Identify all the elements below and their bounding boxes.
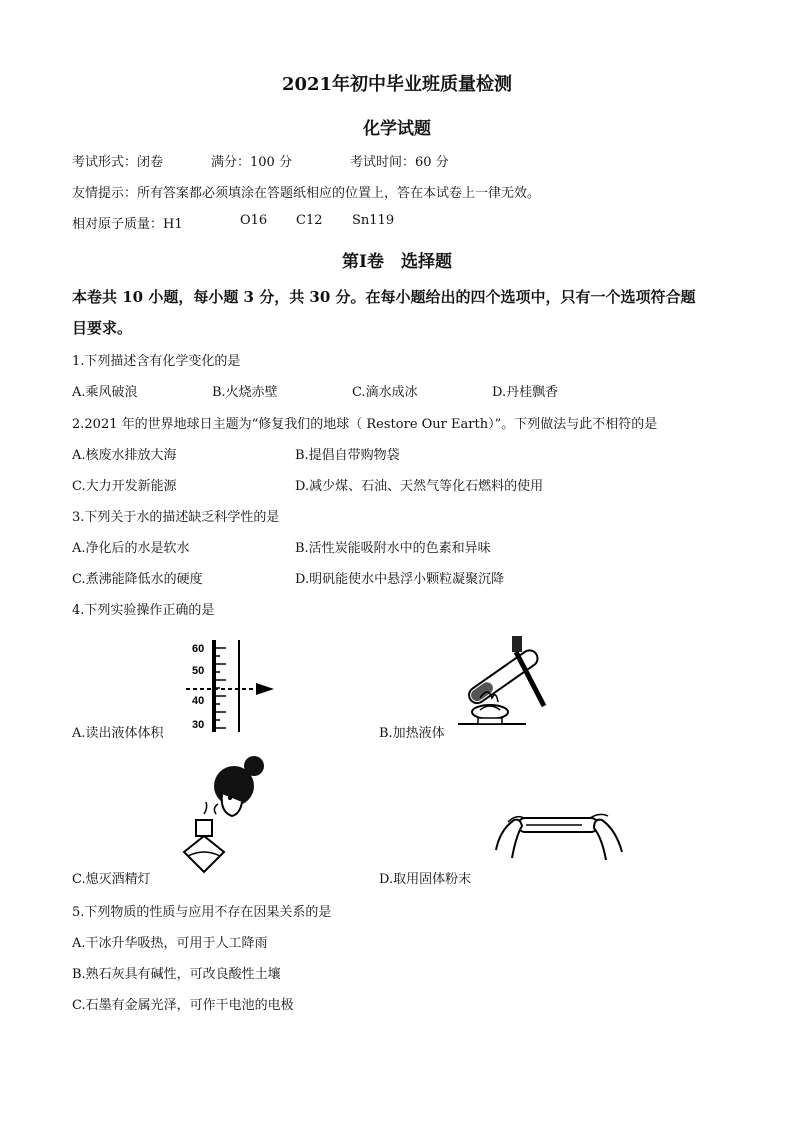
question-1-stem: 1.下列描述含有化学变化的是 <box>72 354 241 369</box>
question-3-option-d: D.明矾能使水中悬浮小颗粒凝聚沉降 <box>295 572 505 587</box>
question-2-option-b: B.提倡自带购物袋 <box>295 448 400 463</box>
question-3-option-a: A.净化后的水是软水 <box>72 541 190 556</box>
question-1-option-d: D.丹桂飘香 <box>492 385 559 400</box>
question-4-option-a: A.读出液体体积 <box>72 726 164 741</box>
subject-title: 化学试题 <box>363 119 431 139</box>
question-1-option-c: C.滴水成冰 <box>352 385 418 400</box>
section-title: 第Ⅰ卷 选择题 <box>342 252 452 272</box>
cylinder-tick-60: 60 <box>192 643 205 655</box>
question-2-option-c: C.大力开发新能源 <box>72 479 177 494</box>
question-1-option-b: B.火烧赤壁 <box>212 385 278 400</box>
question-5-stem: 5.下列物质的性质与应用不存在因果关系的是 <box>72 905 332 920</box>
question-2-option-d: D.减少煤、石油、天然气等化石燃料的使用 <box>295 479 544 494</box>
section-instruction-line1: 本卷共 10 小题，每小题 3 分，共 30 分。在每小题给出的四个选项中，只有一个选项符合题 <box>72 288 696 306</box>
heating-liquid-figure <box>452 632 567 732</box>
exam-title: 2021年初中毕业班质量检测 <box>281 74 513 95</box>
question-4-stem: 4.下列实验操作正确的是 <box>72 603 215 618</box>
question-2-stem: 2.2021 年的世界地球日主题为“修复我们的地球（ Restore Our Earth）”。下列做法与此不相符的是 <box>72 417 658 432</box>
atomic-mass-label: 相对原子质量：H1 <box>72 217 183 232</box>
graduated-cylinder-figure <box>186 634 286 734</box>
extinguish-alcohol-lamp-figure <box>176 752 276 882</box>
question-2-option-a: A.核废水排放大海 <box>72 448 177 463</box>
full-score: 满分：100 分 <box>211 155 292 170</box>
question-5-option-c: C.石墨有金属光泽，可作干电池的电极 <box>72 998 294 1013</box>
atomic-mass-sn: Sn119 <box>352 213 395 228</box>
exam-time: 考试时间：60 分 <box>350 155 449 170</box>
take-solid-powder-figure <box>490 800 630 870</box>
friendly-tip: 友情提示：所有答案都必须填涂在答题纸相应的位置上，答在本试卷上一律无效。 <box>72 186 541 201</box>
question-4-option-d: D.取用固体粉末 <box>379 872 472 887</box>
question-3-option-c: C.煮沸能降低水的硬度 <box>72 572 203 587</box>
exam-info-row <box>72 151 449 170</box>
cylinder-tick-50: 50 <box>192 665 205 677</box>
question-1-option-a: A.乘风破浪 <box>72 385 138 400</box>
question-3-option-b: B.活性炭能吸附水中的色素和异味 <box>295 541 491 556</box>
question-3-stem: 3.下列关于水的描述缺乏科学性的是 <box>72 510 280 525</box>
question-4-option-b: B.加热液体 <box>379 726 445 741</box>
atomic-mass-o: O16 <box>240 213 268 228</box>
exam-form: 考试形式：闭卷 <box>72 155 164 170</box>
cylinder-tick-30: 30 <box>192 719 205 731</box>
question-5-option-b: B.熟石灰具有碱性，可改良酸性土壤 <box>72 967 281 982</box>
cylinder-tick-40: 40 <box>192 695 205 707</box>
section-instruction-line2: 目要求。 <box>72 319 133 337</box>
question-4-option-c: C.熄灭酒精灯 <box>72 872 151 887</box>
atomic-mass-c: C12 <box>296 213 323 228</box>
question-5-option-a: A.干冰升华吸热，可用于人工降雨 <box>72 936 268 951</box>
atomic-mass-row <box>72 213 395 232</box>
